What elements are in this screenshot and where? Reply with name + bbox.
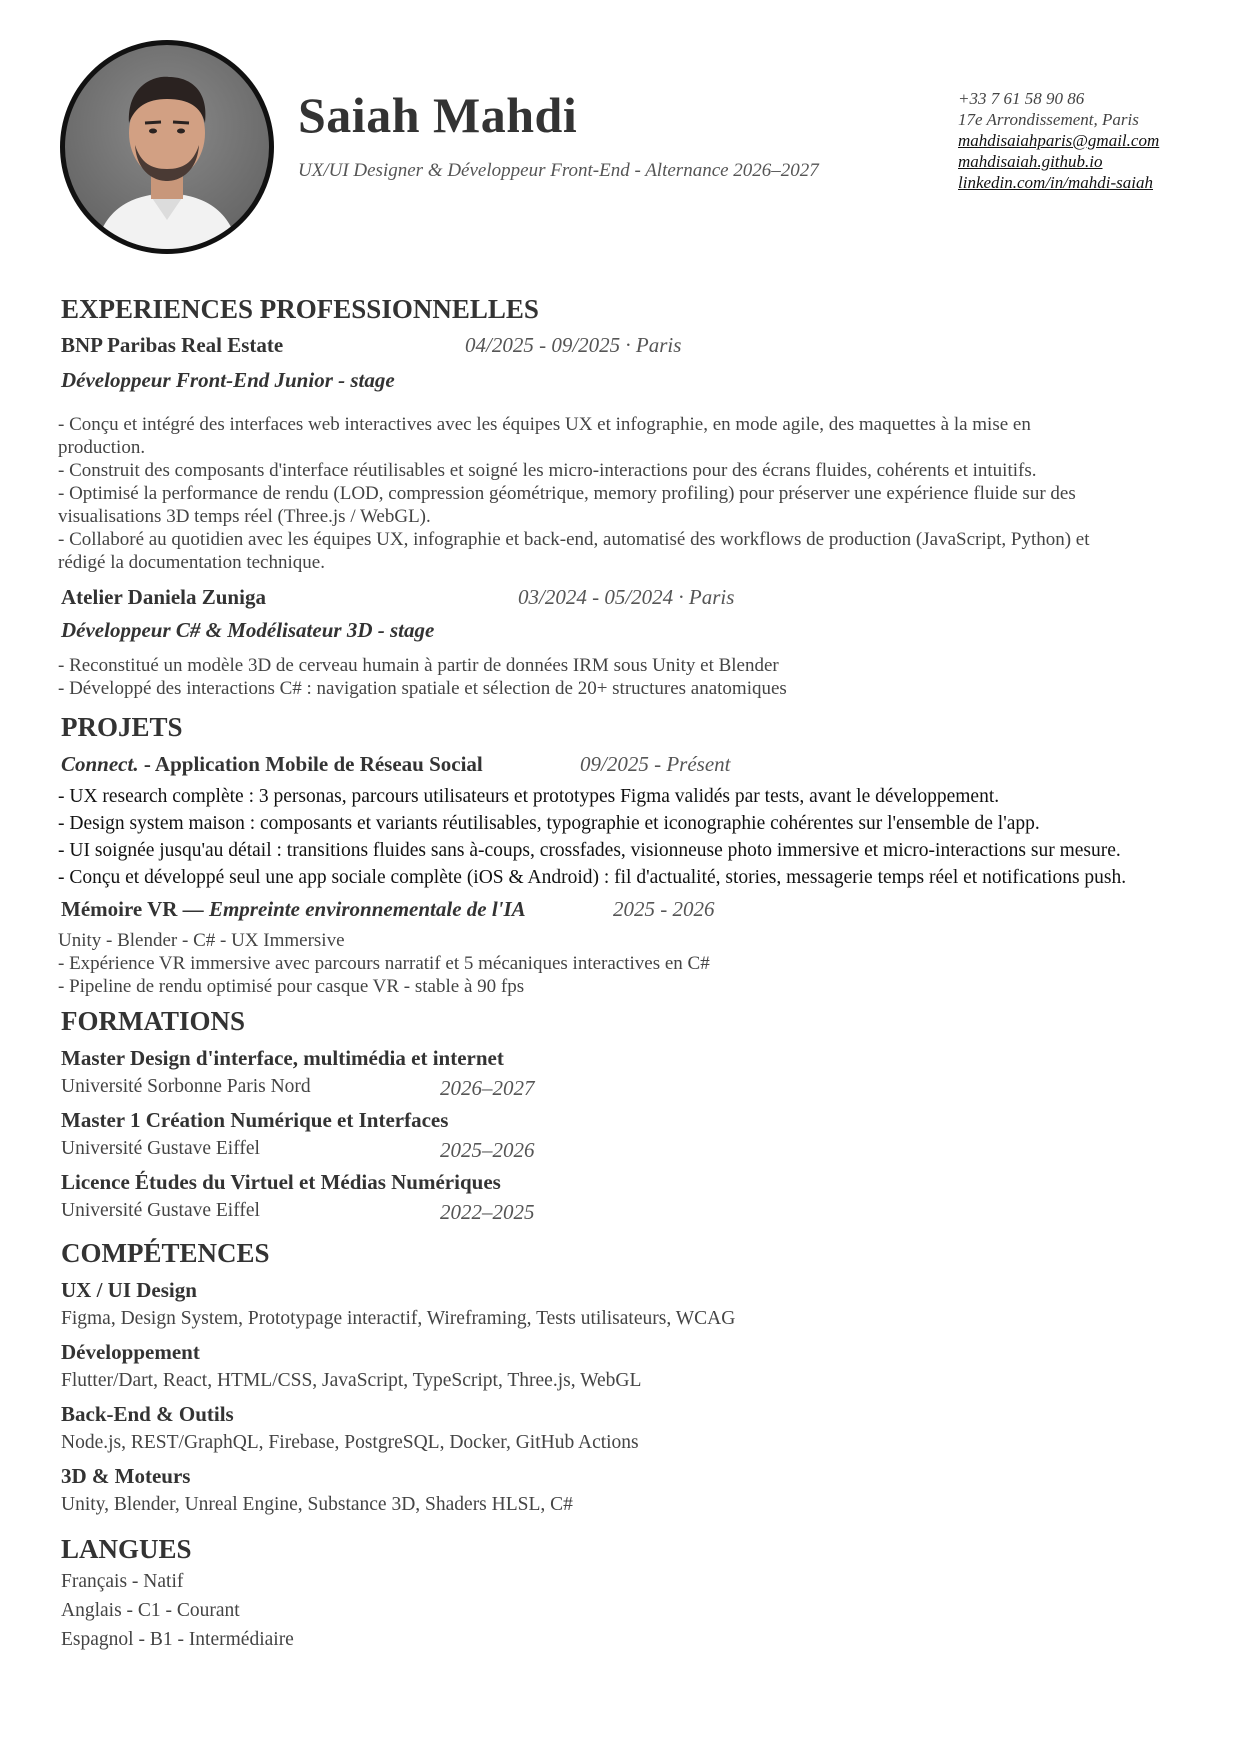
experience-bullets: [58, 413, 1090, 574]
school-name: Université Sorbonne Paris Nord: [61, 1076, 311, 1097]
location: 17e Arrondissement, Paris: [958, 110, 1139, 129]
company-name: BNP Paribas Real Estate: [61, 333, 284, 357]
degree-title: Master Design d'interface, multimédia et internet: [61, 1046, 504, 1070]
skill-category: 3D & Moteurs: [61, 1464, 191, 1488]
project-subtitle: - Application Mobile de Réseau Social: [138, 752, 483, 776]
project-lines: [58, 929, 710, 998]
degree-title: Licence Études du Virtuel et Médias Numériques: [61, 1170, 501, 1194]
email-link[interactable]: mahdisaiahparis@gmail.com: [958, 131, 1160, 150]
project-dates: 09/2025 - Présent: [580, 752, 731, 776]
project-bullets: [58, 783, 1126, 891]
website-link[interactable]: mahdisaiah.github.io: [958, 152, 1103, 171]
language-item: Anglais - C1 - Courant: [61, 1600, 240, 1621]
bullet-line: rédigé la documentation technique.: [58, 552, 325, 573]
project-dates: 2025 - 2026: [613, 897, 715, 921]
candidate-name: Saiah Mahdi: [298, 87, 578, 143]
linkedin-link[interactable]: linkedin.com/in/mahdi-saiah: [958, 173, 1154, 192]
candidate-headline: UX/UI Designer & Développeur Front-End - Alternance 2026–2027: [298, 160, 819, 181]
experience-dates: 04/2025 - 09/2025 · Paris: [465, 333, 682, 357]
experience-bullets: [58, 654, 787, 700]
company-name: Atelier Daniela Zuniga: [61, 585, 266, 609]
language-item: Espagnol - B1 - Intermédiaire: [61, 1629, 294, 1650]
job-role: Développeur C# & Modélisateur 3D - stage: [61, 618, 435, 642]
skill-category: Développement: [61, 1340, 200, 1364]
project-tech-line: Unity - Blender - C# - UX Immersive: [58, 930, 345, 951]
bullet-line: - Développé des interactions C# : navigation spatiale et sélection de 20+ structures anatomiques: [58, 678, 787, 699]
bullet-line: - Optimisé la performance de rendu (LOD, compression géométrique, memory profiling) pour préserver une expérience fluide sur des: [58, 483, 1076, 504]
skill-category: UX / UI Design: [61, 1278, 197, 1302]
person-portrait-icon: [65, 45, 269, 249]
bullet-line: - Reconstitué un modèle 3D de cerveau humain à partir de données IRM sous Unity et Blender: [58, 655, 779, 676]
bullet-line: - UX research complète : 3 personas, parcours utilisateurs et prototypes Figma validés par tests, avant le développement.: [58, 786, 1000, 807]
school-name: Université Gustave Eiffel: [61, 1138, 260, 1159]
degree-title: Master 1 Création Numérique et Interfaces: [61, 1108, 449, 1132]
language-item: Français - Natif: [61, 1571, 184, 1592]
bullet-line: - Conçu et développé seul une app sociale complète (iOS & Android) : fil d'actualité, stories, messagerie temps réel et notifications push.: [58, 867, 1127, 888]
skill-list: Unity, Blender, Unreal Engine, Substance 3D, Shaders HLSL, C#: [61, 1494, 573, 1515]
job-role: Développeur Front-End Junior - stage: [61, 368, 395, 392]
section-title-skills: COMPÉTENCES: [61, 1238, 270, 1268]
phone-number: +33 7 61 58 90 86: [958, 89, 1085, 108]
project-name: Connect.: [61, 752, 139, 776]
bullet-line: - Collaboré au quotidien avec les équipes UX, infographie et back-end, automatisé des workflows de production (JavaScript, Python) et: [58, 529, 1090, 550]
education-years: 2022–2025: [440, 1200, 535, 1224]
section-title-projects: PROJETS: [61, 712, 183, 742]
profile-photo: [60, 40, 274, 254]
project-name: Mémoire VR —: [61, 897, 209, 921]
skill-list: Figma, Design System, Prototypage interactif, Wireframing, Tests utilisateurs, WCAG: [61, 1308, 736, 1329]
bullet-line: - UI soignée jusqu'au détail : transitions fluides sans à-coups, crossfades, visionneuse photo immersive et micro-interactions sur mesure.: [58, 840, 1121, 861]
skill-list: Flutter/Dart, React, HTML/CSS, JavaScript, TypeScript, Three.js, WebGL: [61, 1370, 642, 1391]
bullet-line: visualisations 3D temps réel (Three.js / WebGL).: [58, 506, 431, 527]
section-title-experience: EXPERIENCES PROFESSIONNELLES: [61, 294, 539, 324]
bullet-line: production.: [58, 437, 146, 458]
education-years: 2026–2027: [440, 1076, 535, 1100]
project-title: [61, 897, 526, 922]
skill-category: Back-End & Outils: [61, 1402, 234, 1426]
skill-list: Node.js, REST/GraphQL, Firebase, PostgreSQL, Docker, GitHub Actions: [61, 1432, 639, 1453]
section-title-languages: LANGUES: [61, 1534, 192, 1564]
bullet-line: - Design system maison : composants et variants réutilisables, typographie et iconographie cohérentes sur l'ensemble de l'app.: [58, 813, 1040, 834]
contact-block: [958, 88, 1159, 193]
education-years: 2025–2026: [440, 1138, 535, 1162]
section-title-education: FORMATIONS: [61, 1006, 246, 1036]
school-name: Université Gustave Eiffel: [61, 1200, 260, 1221]
bullet-line: - Construit des composants d'interface réutilisables et soigné les micro-interactions pour des écrans fluides, cohérents et intuitifs.: [58, 460, 1037, 481]
bullet-line: - Conçu et intégré des interfaces web interactives avec les équipes UX et infographie, en mode agile, des maquettes à la mise en: [58, 414, 1031, 435]
project-title: [61, 752, 483, 777]
project-subtitle: Empreinte environnementale de l'IA: [208, 897, 526, 921]
bullet-line: - Expérience VR immersive avec parcours narratif et 5 mécaniques interactives en C#: [58, 953, 710, 974]
bullet-line: - Pipeline de rendu optimisé pour casque VR - stable à 90 fps: [58, 976, 525, 997]
experience-dates: 03/2024 - 05/2024 · Paris: [518, 585, 735, 609]
